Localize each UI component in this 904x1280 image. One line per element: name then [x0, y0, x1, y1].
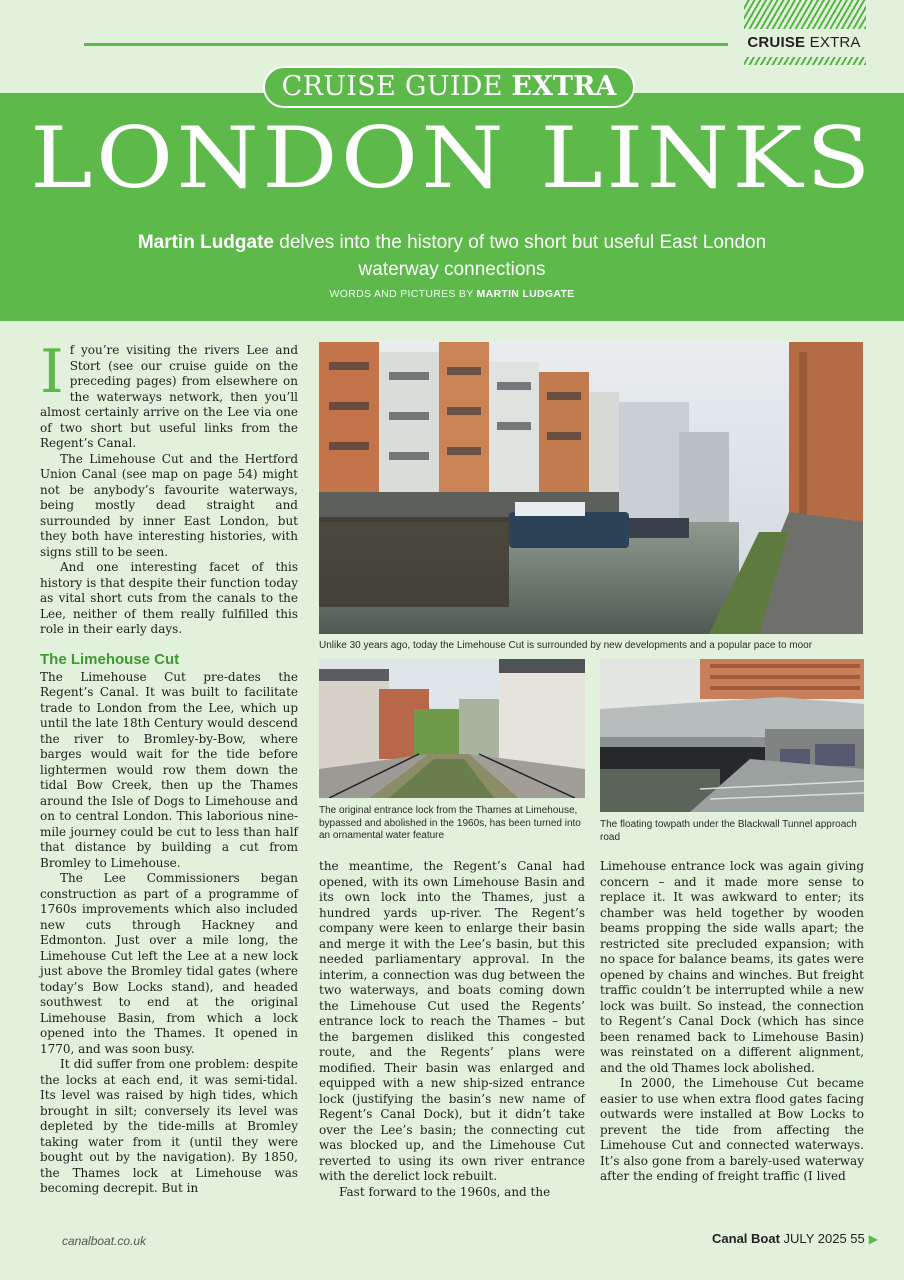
- byline: WORDS AND PICTURES BY MARTIN LUDGATE: [329, 288, 575, 300]
- main-photo-caption: Unlike 30 years ago, today the Limehouse Cut is surrounded by new developments and a popular pace to moor: [319, 640, 813, 651]
- page-arrow-icon: ▶: [868, 1232, 878, 1246]
- header-rule: [84, 43, 728, 46]
- section-tag: CRUISE EXTRA: [747, 34, 861, 51]
- lock-photo: [319, 659, 585, 798]
- kicker-pill: CRUISE GUIDE EXTRA: [263, 66, 635, 108]
- column-3: [600, 859, 864, 1185]
- footer-website: canalboat.co.uk: [62, 1234, 147, 1248]
- towpath-photo: [600, 659, 864, 812]
- body-paragraph: It did suffer from one problem: despite the locks at each end, it was semi-tidal. Its level was raised by high tides, which brought in silt; conversely its level was depleted by the tide-mills at Bromley taking water from it (until they were bought out by the navigation). By 1850, the Thames lock at Limehouse was becoming decrepit. But in: [40, 1057, 298, 1195]
- footer-folio: Canal Boat JULY 2025 55 ▶: [712, 1231, 878, 1246]
- subhead: The Limehouse Cut: [40, 650, 180, 668]
- body-paragraph: The Limehouse Cut pre-dates the Regent’s Canal. It was built to facilitate trade to London from the Lee, which up until the late 18th Century would descend the river to Bromley-by-Bow, where barges would wait for the tide before lightermen would row them down the tidal Bow Creek, then up the Thames around the Isle of Dogs to Limehouse and on to central London. This laborious nine-mile journey could be cut to less than half that distance by building a cut from Bromley to Limehouse.: [40, 669, 298, 870]
- column-1: [40, 337, 298, 1197]
- body-paragraph: The Limehouse Cut and the Hertford Union Canal (see map on page 54) might not be anybody’s favourite waterways, being mostly dead straight and surrounded by inner East London, but they both have interesting histories, with signs still to be seen.: [40, 451, 298, 559]
- column-2: [319, 859, 585, 1200]
- headline: LONDON LINKS: [30, 109, 874, 207]
- body-paragraph: Fast forward to the 1960s, and the: [339, 1184, 551, 1199]
- lock-photo-caption: The original entrance lock from the Thames at Limehouse, bypassed and abolished in the 1960s, has been turned into an ornamental water feature: [319, 805, 581, 841]
- towpath-photo-caption: The floating towpath under the Blackwall Tunnel approach road: [600, 819, 857, 843]
- hatch-decoration-bottom: [744, 57, 866, 65]
- main-photo: [319, 342, 863, 634]
- drop-cap: I: [40, 337, 64, 407]
- standfirst: Martin Ludgate delves into the history of two short but useful East London waterway connections: [137, 232, 767, 280]
- body-paragraph: Limehouse entrance lock was again giving concern – and it made more sense to replace it. It was awkward to enter; its chamber was held together by wooden beams propping the side walls apart; the restricted site precluded expansion; with no space for balance beams, its gates were opened by chains and winches. But freight traffic couldn’t be interrupted while a new lock was built. So instead, the connection to Regent’s Canal Dock (which has since been renamed back to Limehouse Basin) was reinstated on a different alignment, and the old Thames lock abolished.: [600, 859, 864, 1075]
- page-number: 55: [850, 1231, 865, 1246]
- body-paragraph: The Lee Commissioners began construction as part of a programme of 1760s improvements which also included new cuts through Hackney and Edmonton. Just over a mile long, the Limehouse Cut left the Lee at a new lock just above the Bromley tidal gates (where today’s Bow Locks stand), and headed southwest to end at the original Limehouse Basin, from which a lock opened into the Thames. It opened in 1770, and was soon busy.: [40, 871, 298, 1056]
- hatch-decoration-top: [744, 0, 866, 29]
- body-paragraph: And one interesting facet of this history is that despite their function today as vital short cuts from the canals to the Lee, neither of them really fulfilled this role in their early days.: [40, 560, 298, 636]
- body-paragraph: In 2000, the Limehouse Cut became easier to use when extra flood gates facing outwards were installed at Bow Locks to prevent the tide from affecting the Limehouse Cut and connected waterways. It’s also gone from a barely-used waterway after the ending of freight traffic (I lived: [600, 1076, 864, 1183]
- body-paragraph: the meantime, the Regent’s Canal had opened, with its own Limehouse Basin and its own lock into the Thames, just a hundred yards up-river. The Regent’s company were keen to enlarge their basin and merge it with the Lee’s basin, but this needed parliamentary approval. In the interim, a connection was dug between the two waterways, and boats coming down the Limehouse Cut used the Regents’ entrance lock to reach the Thames – but the bargemen disliked this congested route, and the Regents’ plans were modified. Their basin was enlarged and equipped with a new ship-sized entrance lock (justifying the basin’s new name of Regent’s Canal Dock), but it didn’t take over the Lee’s basin; the connecting cut was blocked up, and the Limehouse Cut reverted to using its own river entrance with the derelict lock rebuilt.: [319, 859, 585, 1183]
- intro-paragraph: f you’re visiting the rivers Lee and Stort (see our cruise guide on the preceding pages) from elsewhere on the waterways network, then you’ll almost certainly arrive on the Lee via one of two short but useful links from the Regent’s Canal.: [40, 343, 298, 450]
